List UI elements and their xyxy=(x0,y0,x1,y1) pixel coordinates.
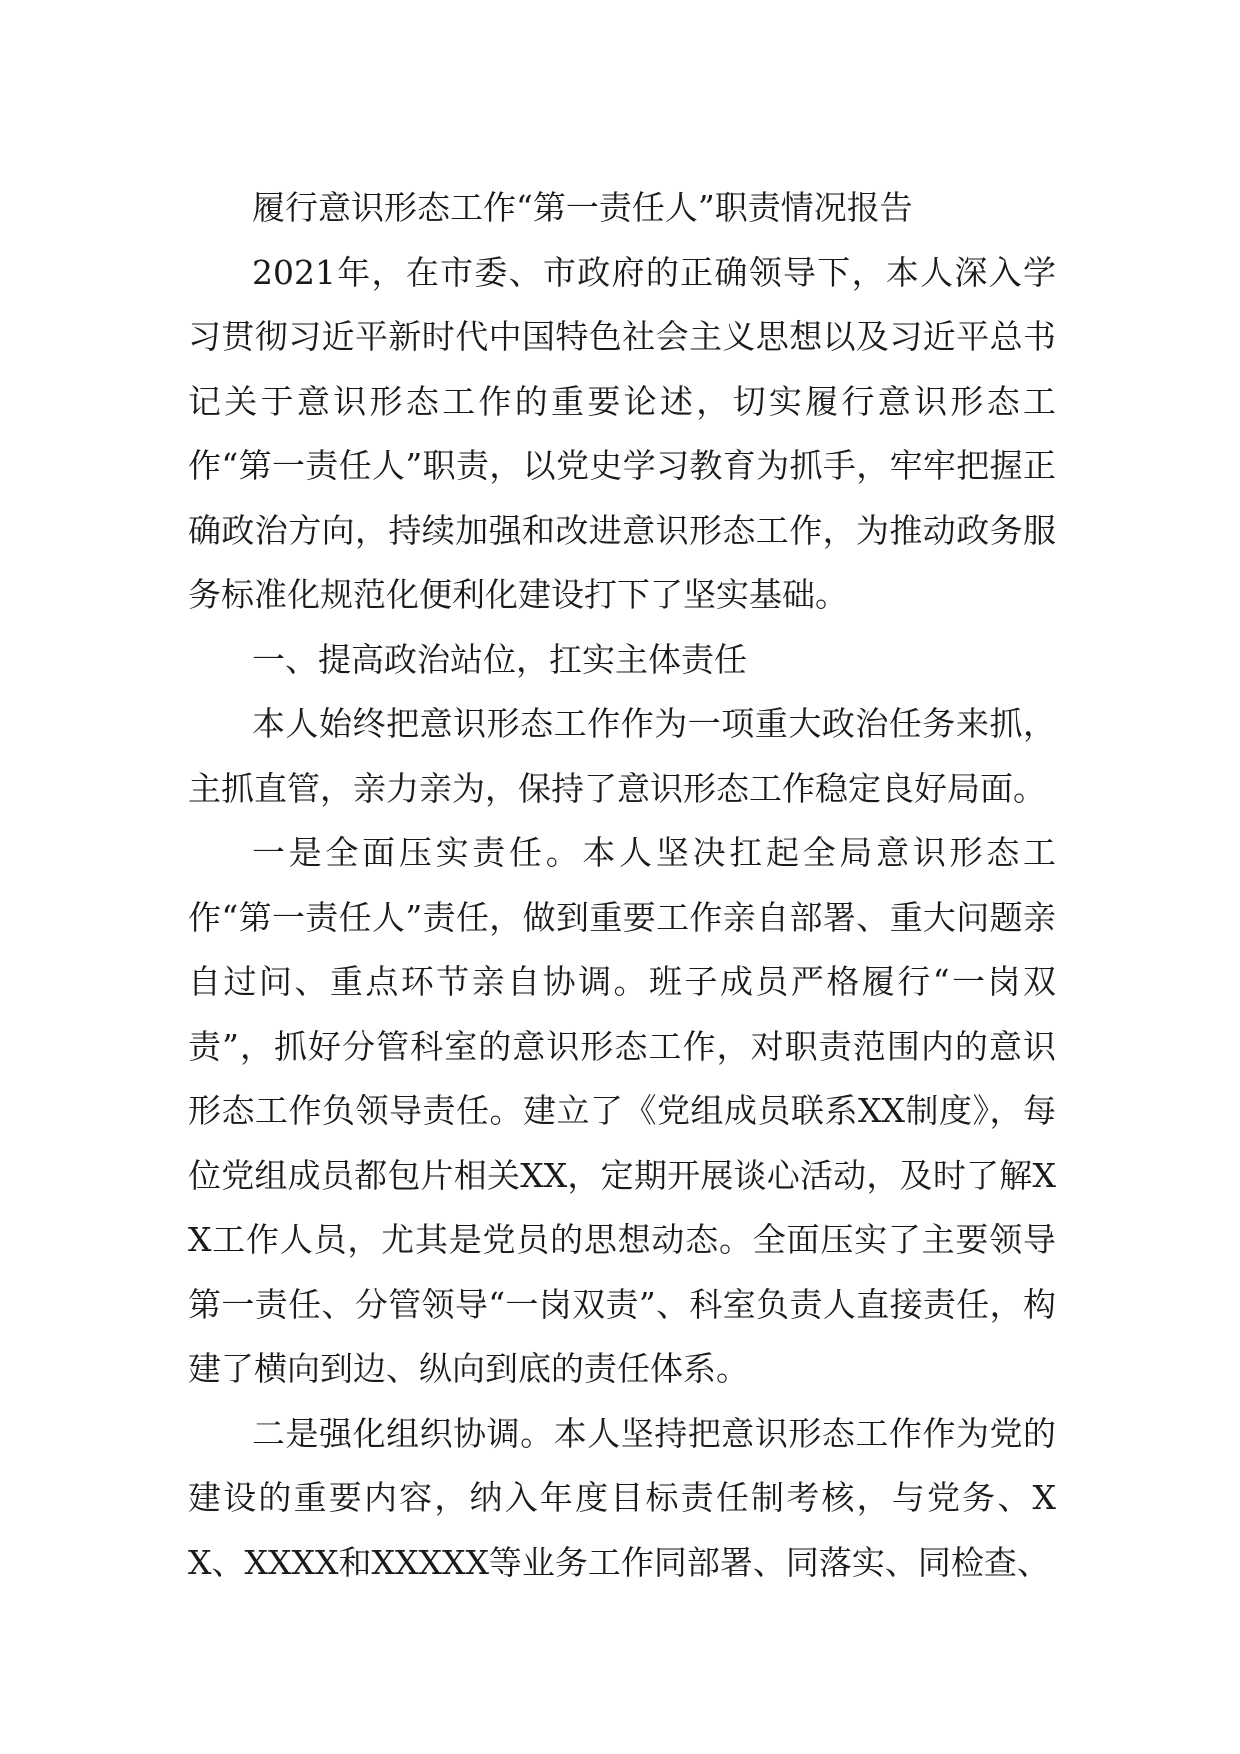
intro-paragraph: 2021年，在市委、市政府的正确领导下，本人深入学习贯彻习近平新时代中国特色社会主义思想以及习近平总书记关于意识形态工作的重要论述，切实履行意识形态工作“第一责任人”职责，以党史学习教育为抓手，牢牢把握正确政治方向，持续加强和改进意识形态工作，为推动政务服务标准化规范化便利化建设打下了坚实基础。 xyxy=(188,252,1056,614)
section-paragraph: 一是全面压实责任。本人坚决扛起全局意识形态工作“第一责任人”责任，做到重要工作亲自部署、重大问题亲自过问、重点环节亲自协调。班子成员严格履行“一岗双责”，抓好分管科室的意识形态工作，对职责范围内的意识形态工作负领导责任。建立了《党组成员联系XX制度》，每位党组成员都包片相关XX，定期开展谈心活动，及时了解XX工作人员，尤其是党员的思想动态。全面压实了主要领导第一责任、分管领导“一岗双责”、科室负责人直接责任，构建了横向到边、纵向到底的责任体系。 xyxy=(188,833,1056,1388)
section-heading: 一、提高政治站位，扛实主体责任 xyxy=(252,639,747,679)
document-title: 履行意识形态工作“第一责任人”职责情况报告 xyxy=(252,188,913,227)
document-body xyxy=(188,176,1056,1595)
section-paragraph: 二是强化组织协调。本人坚持把意识形态工作作为党的建设的重要内容，纳入年度目标责任制考核，与党务、XX、XXXX和XXXXX等业务工作同部署、同落实、同检查、 xyxy=(188,1413,1056,1582)
section-paragraph: 本人始终把意识形态工作作为一项重大政治任务来抓，主抓直管，亲力亲为，保持了意识形态工作稳定良好局面。 xyxy=(188,704,1056,808)
